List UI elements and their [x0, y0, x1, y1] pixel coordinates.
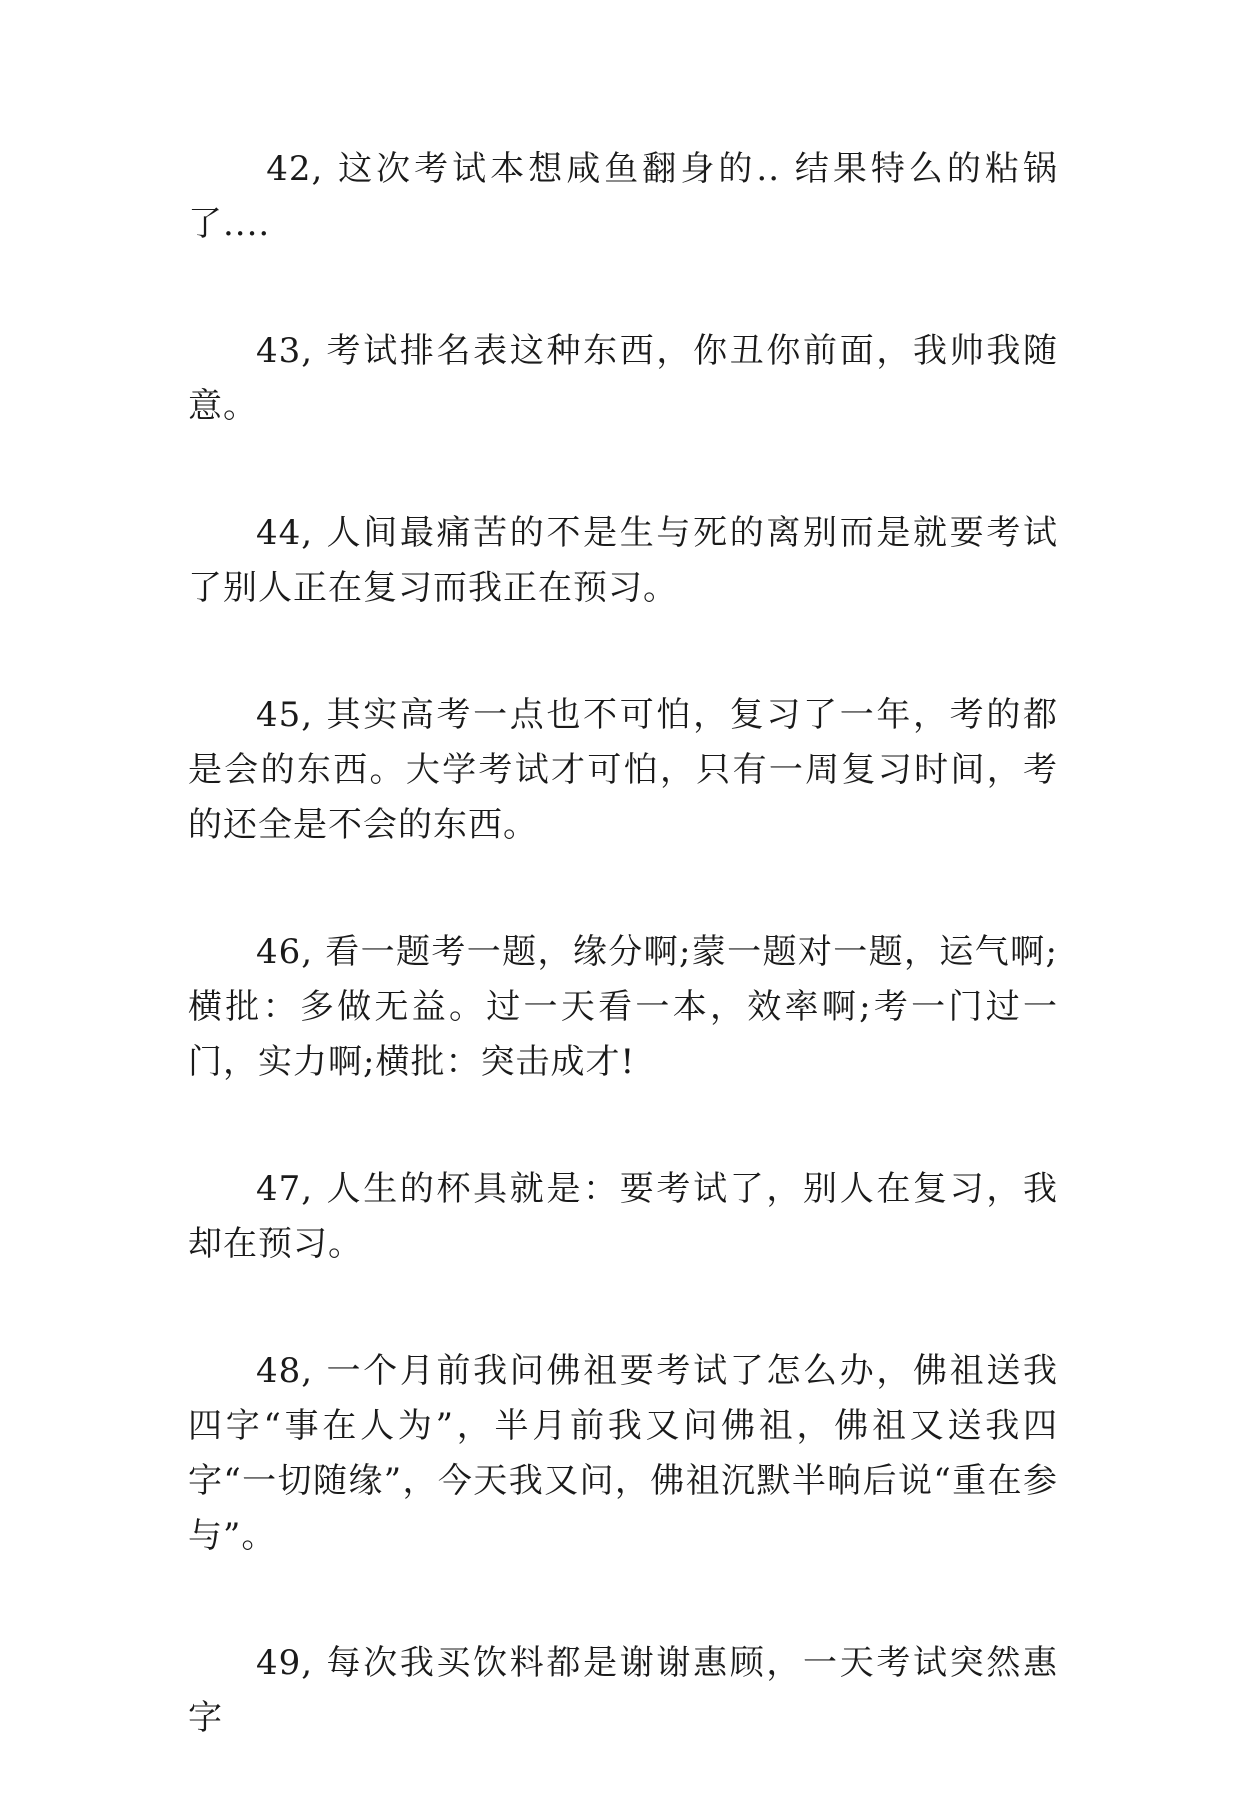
paragraph-49: 49, 每次我买饮料都是谢谢惠顾，一天考试突然惠字 — [188, 1643, 1058, 1738]
paragraph-42: 42, 这次考试本想咸鱼翻身的.. 结果特么的粘锅了.... — [188, 149, 1058, 244]
paragraph-47: 47, 人生的杯具就是：要考试了，别人在复习，我却在预习。 — [188, 1169, 1058, 1264]
document-body — [188, 142, 1058, 1818]
paragraph-46: 46, 看一题考一题，缘分啊;蒙一题对一题，运气啊;横批：多做无益。过一天看一本，效率啊;考一门过一门，实力啊;横批：突击成才! — [188, 932, 1058, 1082]
paragraph-48: 48, 一个月前我问佛祖要考试了怎么办，佛祖送我四字“事在人为”，半月前我又问佛祖，佛祖又送我四字“一切随缘”，今天我又问，佛祖沉默半晌后说“重在参与”。 — [188, 1351, 1058, 1556]
paragraph-44: 44, 人间最痛苦的不是生与死的离别而是就要考试了别人正在复习而我正在预习。 — [188, 513, 1058, 608]
paragraph-43: 43, 考试排名表这种东西，你丑你前面，我帅我随意。 — [188, 331, 1058, 426]
paragraph-45: 45, 其实高考一点也不可怕，复习了一年，考的都是会的东西。大学考试才可怕，只有一周复习时间，考的还全是不会的东西。 — [188, 695, 1058, 845]
